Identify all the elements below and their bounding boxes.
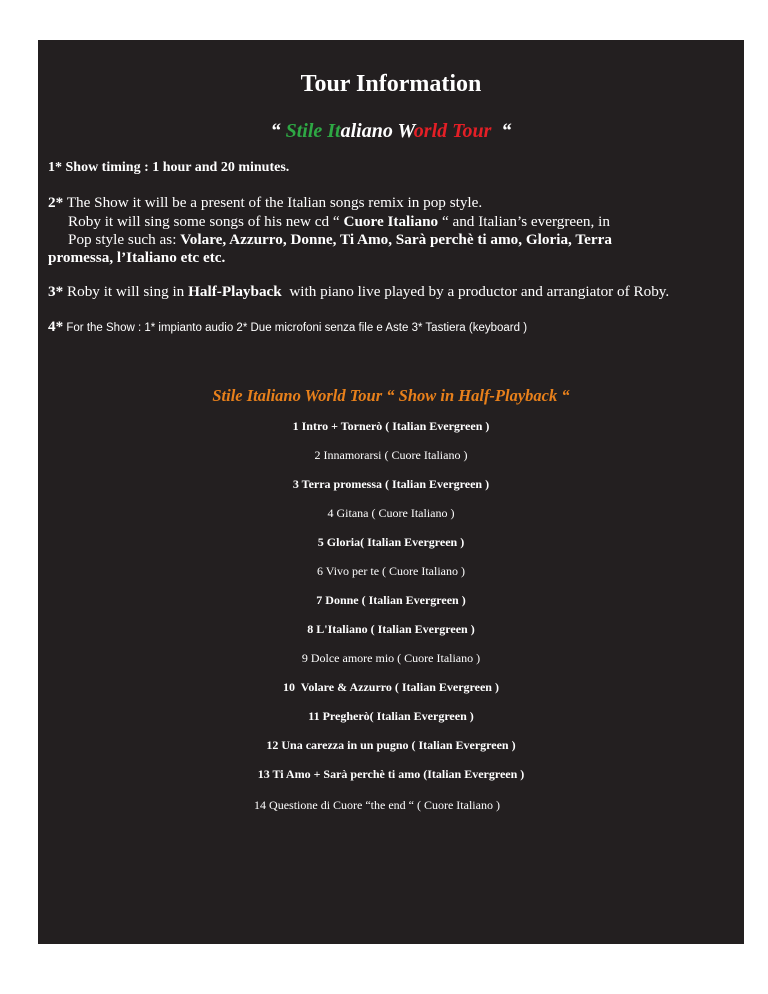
subtitle-part-it: It bbox=[327, 120, 341, 142]
setlist-item: 4 Gitana ( Cuore Italiano ) bbox=[327, 506, 455, 520]
page-title: Tour Information bbox=[300, 71, 482, 97]
point-2-line-2 bbox=[48, 212, 736, 231]
setlist-item: 11 Pregherò( Italian Evergreen ) bbox=[308, 709, 474, 723]
subtitle-part-orld-tour: orld Tour bbox=[413, 120, 492, 142]
point-2-line-1-text: The Show it will be a present of the Italian songs remix in pop style. bbox=[63, 194, 483, 211]
setlist-item: 10 Volare & Azzurro ( Italian Evergreen ) bbox=[283, 680, 499, 694]
point-2-line-2-post: “ and Italian’s evergreen, in bbox=[438, 213, 610, 230]
setlist-item: 12 Una carezza in un pugno ( Italian Evergreen ) bbox=[266, 738, 516, 752]
subtitle-part-aliano: aliano bbox=[340, 120, 398, 142]
subtitle-part-w: W bbox=[397, 120, 414, 142]
point-2-cd-name: Cuore Italiano bbox=[343, 213, 439, 230]
setlist-item: 13 Ti Amo + Sarà perchè ti amo (Italian Evergreen ) bbox=[257, 767, 525, 781]
setlist-item: 2 Innamorarsi ( Cuore Italiano ) bbox=[314, 448, 468, 462]
point-3-half-playback bbox=[48, 282, 736, 301]
point-4-text: For the Show : 1* impianto audio 2* Due microfoni senza file e Aste 3* Tastiera (keyboard ) bbox=[63, 322, 528, 334]
point-2-line-1 bbox=[48, 193, 736, 212]
subtitle-close-quote: “ bbox=[491, 120, 512, 142]
point-4-number: 4* bbox=[48, 318, 64, 335]
point-3-pre: Roby it will sing in bbox=[63, 283, 189, 300]
subtitle-part-stile: Stile bbox=[285, 120, 328, 142]
point-3-post: with piano live played by a productor and arrangiator of Roby. bbox=[281, 283, 670, 300]
point-2-line-3-pre: Pop style such as: bbox=[68, 231, 181, 248]
setlist-title: Stile Italiano World Tour “ Show in Half-Playback “ bbox=[212, 386, 570, 405]
subtitle-open-quote: “ bbox=[270, 120, 286, 142]
point-3-number: 3* bbox=[48, 283, 64, 300]
point-2-song-list: Volare, Azzurro, Donne, Ti Amo, Sarà perchè ti amo, Gloria, Terra bbox=[180, 231, 612, 248]
point-2-number: 2* bbox=[48, 194, 64, 211]
setlist-item: 7 Donne ( Italian Evergreen ) bbox=[316, 593, 466, 607]
point-2-song-list-end: promessa, l’Italiano etc etc. bbox=[48, 249, 226, 266]
setlist-item: 14 Questione di Cuore “the end “ ( Cuore Italiano ) bbox=[254, 798, 500, 812]
setlist-item: 1 Intro + Tornerò ( Italian Evergreen ) bbox=[292, 419, 490, 433]
setlist-item: 8 L'Italiano ( Italian Evergreen ) bbox=[307, 622, 475, 636]
point-4-equipment bbox=[48, 317, 736, 338]
setlist-item: 3 Terra promessa ( Italian Evergreen ) bbox=[292, 477, 490, 491]
point-1-show-timing: 1* Show timing : 1 hour and 20 minutes. bbox=[48, 160, 290, 175]
point-2-line-3 bbox=[48, 230, 736, 249]
setlist-item: 5 Gloria( Italian Evergreen ) bbox=[317, 535, 465, 549]
tour-info-page bbox=[38, 40, 744, 944]
point-2-line-2-pre: Roby it will sing some songs of his new cd “ bbox=[68, 213, 344, 230]
tour-subtitle bbox=[38, 120, 744, 143]
setlist-item: 9 Dolce amore mio ( Cuore Italiano ) bbox=[301, 651, 481, 665]
point-2-line-4 bbox=[48, 248, 736, 267]
setlist-item: 6 Vivo per te ( Cuore Italiano ) bbox=[316, 564, 465, 578]
point-3-half-playback-label: Half-Playback bbox=[188, 283, 282, 300]
